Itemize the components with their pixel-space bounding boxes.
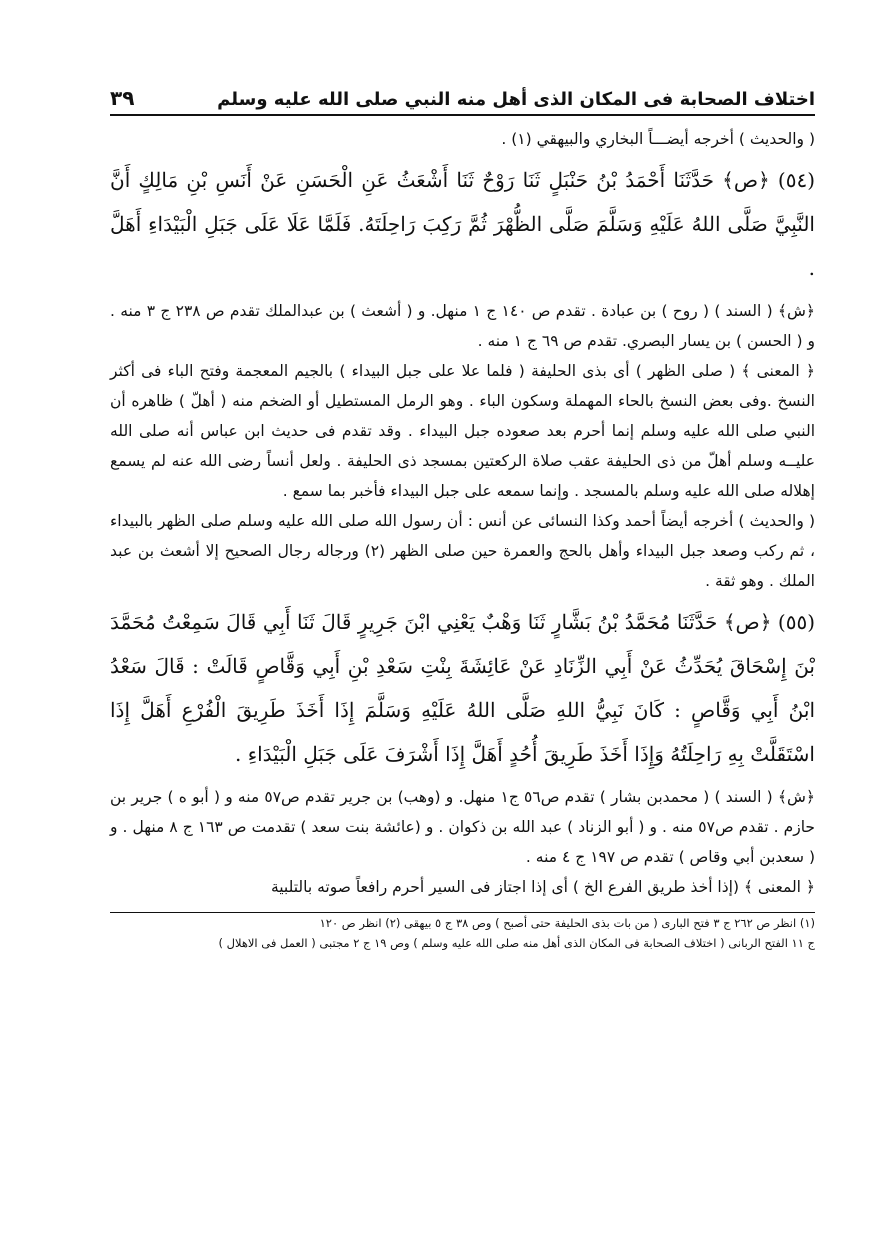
hadith-54-text: (٥٤) ﴿ص﴾ حَدَّثَنَا أَحْمَدُ بْنُ حَنْبَلٍ ثَنَا رَوْحٌ ثَنَا أَشْعَثُ عَنِ الْحَسَنِ عَنْ أَنَسِ بْنِ مَالِكٍ أَنَّ النَّبِيَّ صَلَّى اللهُ عَلَيْهِ وَسَلَّمَ صَلَّى الظُّهْرَ ثُمَّ رَكِبَ رَاحِلَتَهُ. فَلَمَّا عَلَا عَلَى جَبَلِ الْبَيْدَاءِ أَهَلَّ . xyxy=(110,168,815,280)
hadith-55-isnad-commentary: ﴿ش﴾ ( السند ) ( محمدبن بشار ) تقدم ص٥٦ ج١ منهل. و (وهب) بن جرير تقدم ص٥٧ منه و ( أبو ه ) جرير بن حازم . تقدم ص٥٧ منه . و ( أبو الزناد ) عبد الله بن ذكوان . و (عائشة بنت سعد ) تقدمت ص ١٦٣ ج ٨ منهل . و ( سعدبن أبي وقاص ) تقدم ص ١٩٧ ج ٤ منه . xyxy=(110,788,815,866)
page-header xyxy=(110,80,815,116)
document-page xyxy=(110,80,815,953)
hadith-53-source-note: ( والحديث ) أخرجه أيضـــاً البخاري والبيهقي (١) . xyxy=(501,130,815,148)
footnote-line: (١) انظر ص ٢٦٢ ج ٣ فتح البارى ( من بات بذى الحليفة حتى أصبح ) وص ٣٨ ج ٥ بيهقى (٢) انظر ص ١٢٠ xyxy=(319,916,815,930)
hadith-55-meaning-commentary: ﴿ المعنى ﴾ (إذا أخذ طريق الفرع الخ ) أى إذا اجتاز فى السير أحرم رافعاً صوته بالتلبية xyxy=(270,878,815,896)
hadith-54-meaning-commentary: ﴿ المعنى ﴾ ( صلى الظهر ) أى بذى الحليفة ( فلما علا على جبل البيداء ) بالجيم المعجمة وفتح الباء فى أكثر النسخ .وفى بعض النسخ بالحاء المهملة وسكون الباء . وهو الرمل المستطيل أو الضخم منه ( أهلّ ) ظاهره أن النبي صلى الله عليه وسلم إنما أحرم بعد صعوده جبل البيداء . وقد تقدم فى حديث ابن عباس أنه صلى الله عليــه وسلم أهلّ من ذى الحليفة عقب صلاة الركعتين بمسجد ذى الحليفة . ولعل أنساً رضى الله عنه لم يسمع إهلاله صلى الله عليه وسلم بالمسجد . وإنما سمعه على جبل البيداء فأخبر بما سمع . xyxy=(110,362,815,500)
hadith-55-text: (٥٥) ﴿ص﴾ حَدَّثَنَا مُحَمَّدُ بْنُ بَشَّارٍ ثَنَا وَهْبٌ يَعْنِي ابْنَ جَرِيرٍ قَالَ ثَنَا أَبِي قَالَ سَمِعْتُ مُحَمَّدَ بْنَ إِسْحَاقَ يُحَدِّثُ عَنْ أَبِي الزِّنَادِ عَنْ عَائِشَةَ بِنْتِ سَعْدِ بْنِ أَبِي وَقَّاصٍ قَالَتْ : قَالَ سَعْدُ ابْنُ أَبِي وَقَّاصٍ : كَانَ نَبِيُّ اللهِ صَلَّى اللهُ عَلَيْهِ وَسَلَّمَ إِذَا أَخَذَ طَرِيقَ الْفُرْعِ أَهَلَّ إِذَا اسْتَقَلَّتْ بِهِ رَاحِلَتُهُ وَإِذَا أَخَذَ طَرِيقَ أُحُدٍ أَهَلَّ إِذَا أَشْرَفَ عَلَى جَبَلِ الْبَيْدَاءِ . xyxy=(110,610,815,766)
hadith-54-sources: ( والحديث ) أخرجه أيضاً أحمد وكذا النسائى عن أنس : أن رسول الله صلى الله عليه وسلم صلى الظهر بالبيداء ، ثم ركب وصعد جبل البيداء وأهل بالحج والعمرة حين صلى الظهر (٢) ورجاله رجال الصحيح إلا أشعث بن عبد الملك . وهو ثقة . xyxy=(110,512,815,590)
footnotes xyxy=(110,913,815,953)
running-title: اختلاف الصحابة فى المكان الذى أهل منه النبي صلى الله عليه وسلم xyxy=(217,89,815,110)
page-number: ٣٩ xyxy=(110,86,135,110)
hadith-54-isnad-commentary: ﴿ش﴾ ( السند ) ( روح ) بن عبادة . تقدم ص ١٤٠ ج ١ منهل. و ( أشعث ) بن عبدالملك تقدم ص ٢٣٨ ج ٣ منه . و ( الحسن ) بن يسار البصري. تقدم ص ٦٩ ج ١ منه . xyxy=(110,302,816,350)
footnote-line: ج ١١ الفتح الربانى ( اختلاف الصحابة فى المكان الذى أهل منه صلى الله عليه وسلم ) وص ١٩ ج ٢ مجتبى ( العمل فى الاهلال ) xyxy=(218,936,815,950)
